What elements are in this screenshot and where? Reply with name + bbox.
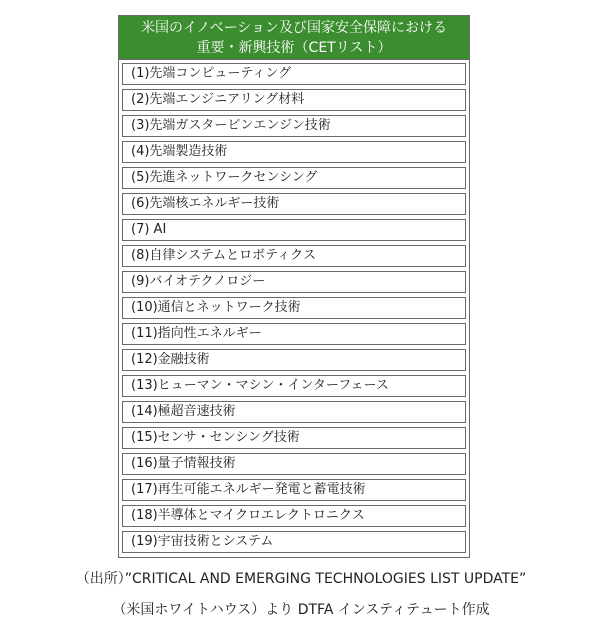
list-item: (19)宇宙技術とシステム bbox=[122, 531, 466, 553]
list-item: (13)ヒューマン・マシン・インターフェース bbox=[122, 375, 466, 397]
list-item: (8)自律システムとロボティクス bbox=[122, 245, 466, 267]
list-item: (14)極超音速技術 bbox=[122, 401, 466, 423]
header-title-line2: 重要・新興技術（CETリスト） bbox=[196, 40, 392, 56]
list-item: (10)通信とネットワーク技術 bbox=[122, 297, 466, 319]
list-item: (3)先端ガスタービンエンジン技術 bbox=[122, 115, 466, 137]
table-header bbox=[119, 16, 469, 60]
list-item: (12)金融技術 bbox=[122, 349, 466, 371]
list-item: (17)再生可能エネルギー発電と蓄電技術 bbox=[122, 479, 466, 501]
cet-table bbox=[118, 15, 470, 558]
list-item: (11)指向性エネルギー bbox=[122, 323, 466, 345]
source-caption-line1: （出所）”CRITICAL AND EMERGING TECHNOLOGIES LIST UPDATE” bbox=[75, 571, 527, 587]
list-item: (4)先端製造技術 bbox=[122, 141, 466, 163]
technology-list bbox=[119, 63, 469, 553]
list-item: (7) AI bbox=[122, 219, 466, 241]
list-item: (15)センサ・センシング技術 bbox=[122, 427, 466, 449]
list-item: (1)先端コンピューティング bbox=[122, 63, 466, 85]
list-item: (2)先端エンジニアリング材料 bbox=[122, 89, 466, 111]
list-item: (5)先進ネットワークセンシング bbox=[122, 167, 466, 189]
source-caption-line2: （米国ホワイトハウス）より DTFA インスティテュート作成 bbox=[112, 602, 490, 618]
list-item: (16)量子情報技術 bbox=[122, 453, 466, 475]
list-item: (18)半導体とマイクロエレクトロニクス bbox=[122, 505, 466, 527]
list-item: (6)先端核エネルギー技術 bbox=[122, 193, 466, 215]
list-item: (9)バイオテクノロジー bbox=[122, 271, 466, 293]
header-title-line1: 米国のイノベーション及び国家安全保障における bbox=[140, 20, 448, 36]
